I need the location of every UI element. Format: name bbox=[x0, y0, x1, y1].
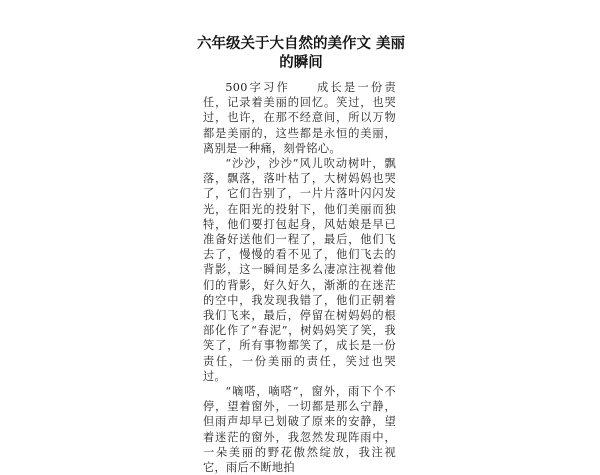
article-title: 六年级关于大自然的美作文 美丽的瞬间 bbox=[196, 36, 406, 71]
paragraph-rain: “嘀嗒，嘀嗒”，窗外，雨下个不停，望着窗外，一切都是那么宁静，但雨声却早已划破了原来的安静，望着迷茫的窗外，我忽然发现阵雨中，一朵美丽的野花傲然绽放，我注视它，雨后不断地拍 bbox=[203, 385, 396, 475]
article-body bbox=[203, 80, 396, 475]
paragraph-leaves: “沙沙，沙沙”风儿吹动树叶，飘落，飘落，落叶枯了，大树妈妈也哭了，它们告别了，一片片落叶闪闪发光，在阳光的投射下，他们美丽而独特，他们要打包起身，风姑娘是早已准备好送他们一程了，最后，他们飞去了，慢慢的看不见了，他们飞去的背影，这一瞬间是多么凄凉注视着他们的背影，好久好久，渐渐的在迷茫的空中，我发现我错了，他们正朝着我们飞来，最后，停留在树妈妈的根部化作了“春泥”，树妈妈笑了笑，我笑了，所有事物都笑了，成长是一份责任，一份美丽的责任，笑过也哭过。 bbox=[203, 157, 396, 383]
paragraph-intro: 500字习作 成长是一份责任，记录着美丽的回忆。笑过，也哭过，也许，在那不经意间，所以万物都是美丽的，这些都是永恒的美丽，离别是一种痛，刻骨铭心。 bbox=[203, 81, 396, 155]
